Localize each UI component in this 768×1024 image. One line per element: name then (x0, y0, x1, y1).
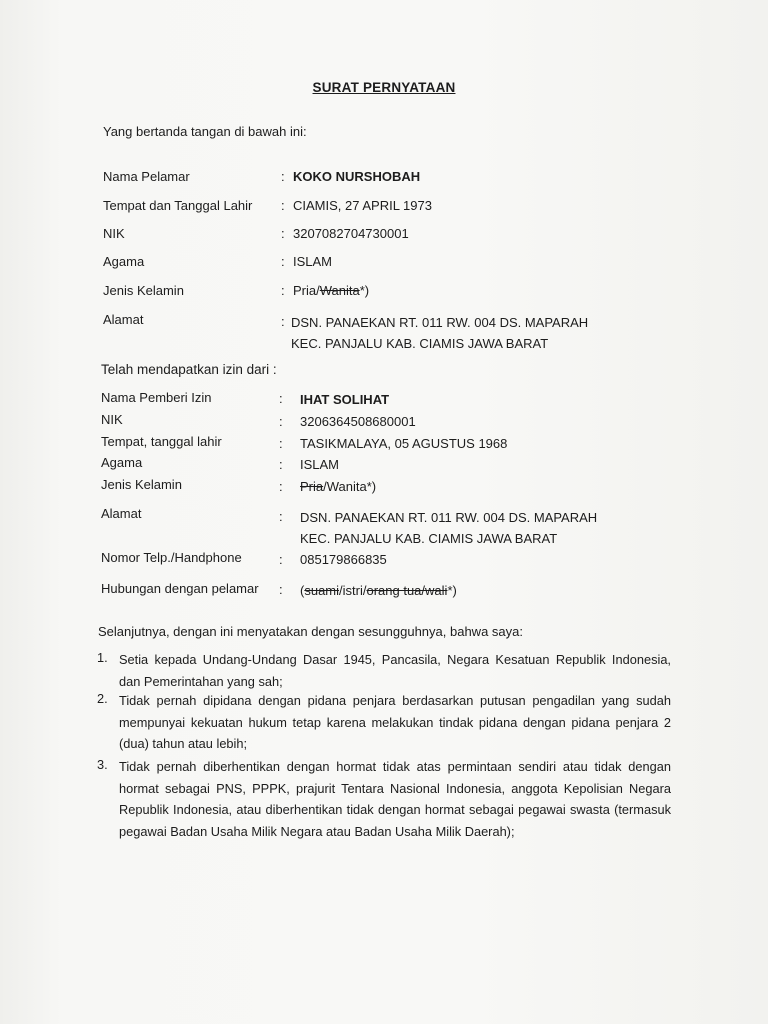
gender-option-struck: Wanita (319, 283, 360, 298)
colon: : (279, 414, 283, 429)
grantor-phone-value: 085179866835 (300, 552, 387, 567)
applicant-birth-label: Tempat dan Tanggal Lahir (103, 198, 253, 213)
grantor-gender-value (300, 479, 376, 495)
grantor-address-label: Alamat (101, 506, 142, 521)
relation-open: ( (300, 583, 305, 598)
applicant-religion-label: Agama (103, 254, 145, 269)
relation-struck-suami: suami (304, 583, 340, 598)
colon: : (279, 582, 283, 597)
gender-suffix: *) (359, 283, 370, 298)
colon: : (281, 226, 285, 241)
applicant-address-label: Alamat (103, 312, 144, 327)
relation-close: *) (447, 583, 457, 598)
applicant-gender-label: Jenis Kelamin (103, 283, 184, 298)
colon: : (279, 479, 283, 494)
applicant-religion-value: ISLAM (293, 254, 333, 269)
grantor-address-line2: KEC. PANJALU KAB. CIAMIS JAWA BARAT (300, 531, 558, 546)
grantor-address-line1: DSN. PANAEKAN RT. 011 RW. 004 DS. MAPARAH (300, 510, 598, 525)
relation-kept: /istri/ (339, 583, 367, 598)
grantor-gender-label: Jenis Kelamin (101, 477, 182, 492)
statement-item: Setia kepada Undang-Undang Dasar 1945, Pancasila, Negara Kesatuan Republik Indonesia, dan Pemerintahan yang sah; (119, 652, 671, 689)
applicant-birth-value: CIAMIS, 27 APRIL 1973 (293, 198, 432, 213)
grantor-nik-label: NIK (101, 412, 123, 427)
applicant-name-value: KOKO NURSHOBAH (293, 169, 421, 184)
permission-heading: Telah mendapatkan izin dari : (101, 362, 277, 377)
item-number: 1. (97, 650, 108, 665)
grantor-name-label: Nama Pemberi Izin (101, 390, 212, 405)
relation-struck-orang-tua-wali: orang tua/wali (366, 583, 448, 598)
grantor-nik-value: 3206364508680001 (300, 414, 416, 429)
colon: : (281, 314, 285, 329)
colon: : (281, 198, 285, 213)
statement-intro: Selanjutnya, dengan ini menyatakan dengan sesungguhnya, bahwa saya: (98, 624, 523, 639)
colon: : (279, 436, 283, 451)
colon: : (279, 457, 283, 472)
grantor-relation-label: Hubungan dengan pelamar (101, 581, 259, 596)
grantor-religion-value: ISLAM (300, 457, 340, 472)
applicant-address-line1: DSN. PANAEKAN RT. 011 RW. 004 DS. MAPARAH (291, 315, 589, 330)
gender-option-kept: Pria/ (293, 283, 320, 298)
colon: : (279, 552, 283, 567)
grantor-phone-label: Nomor Telp./Handphone (101, 550, 242, 565)
grantor-religion-label: Agama (101, 455, 143, 470)
applicant-gender-value (293, 283, 369, 299)
item-number: 3. (97, 757, 108, 772)
gender-option-struck: Pria (300, 479, 324, 494)
colon: : (279, 391, 283, 406)
statement-item: Tidak pernah dipidana dengan pidana penjara berdasarkan putusan pengadilan yang sudah mempunyai kekuatan hukum tetap karena melakukan tindak pidana dengan pidana penjara 2 (dua) tahun atau lebih; (119, 693, 671, 751)
statement-item: Tidak pernah diberhentikan dengan hormat tidak atas permintaan sendiri atau tidak dengan hormat sebagai PNS, PPPK, prajurit Tentara Nasional Indonesia, anggota Kepolisian Negara Republik Indonesia, atau diberhentikan tidak dengan hormat sebagai pegawai swasta (termasuk pegawai Badan Usaha Milik Negara atau Badan Usaha Milik Daerah); (119, 759, 671, 839)
colon: : (279, 509, 283, 524)
grantor-birth-value: TASIKMALAYA, 05 AGUSTUS 1968 (300, 436, 508, 451)
applicant-address-line2: KEC. PANJALU KAB. CIAMIS JAWA BARAT (291, 336, 549, 351)
colon: : (281, 169, 285, 184)
applicant-nik-value: 3207082704730001 (293, 226, 409, 241)
grantor-birth-label: Tempat, tanggal lahir (101, 434, 222, 449)
applicant-nik-label: NIK (103, 226, 125, 241)
gender-option-kept: /Wanita*) (323, 479, 377, 494)
intro-text: Yang bertanda tangan di bawah ini: (103, 124, 307, 139)
document-title: SURAT PERNYATAAN (312, 80, 456, 95)
applicant-name-label: Nama Pelamar (103, 169, 190, 184)
grantor-name-value: IHAT SOLIHAT (300, 392, 390, 407)
colon: : (281, 254, 285, 269)
item-number: 2. (97, 691, 108, 706)
colon: : (281, 283, 285, 298)
grantor-relation-value (300, 583, 457, 599)
